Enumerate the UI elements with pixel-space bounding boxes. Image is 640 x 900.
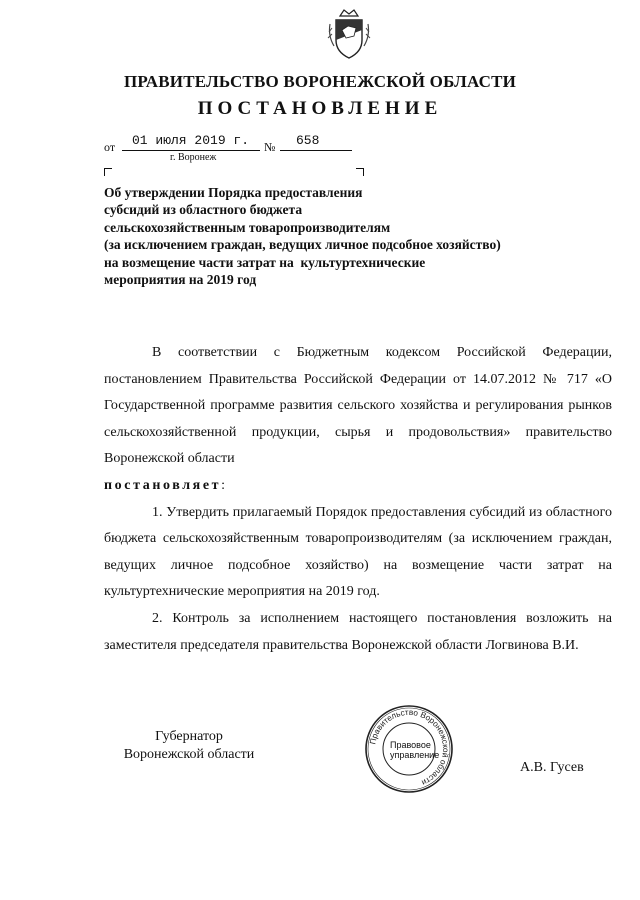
signatory-name: А.В. Гусев bbox=[520, 760, 584, 775]
document-subject: Об утверждении Порядка предоставления субсидий из областного бюджета сельскохозяйственным товаропроизводителям (за исключением граждан, ведущих личное подсобное хозяйство) на возмещение части затрат на культуртехнические мероприятия на 2019 год bbox=[104, 185, 501, 288]
signatory-title-line1: Губернатор bbox=[155, 729, 223, 744]
seal-inner-text bbox=[390, 740, 440, 760]
coat-of-arms-icon bbox=[326, 6, 372, 62]
org-name: ПРАВИТЕЛЬСТВО ВОРОНЕЖСКОЙ ОБЛАСТИ bbox=[123, 72, 517, 91]
document-date: 01 июля 2019 г. bbox=[132, 133, 250, 148]
body-intro: В соответствии с Бюджетным кодексом Российской Федерации, постановлением Правительства Российской Федерации от 14.07.2012 № 717 «О Государственной программе развития сельского хозяйства и регулирования рынков сельскохозяйственной продукции, сырья и продовольствия» правительство Воронежской области bbox=[104, 345, 612, 467]
document-city: г. Воронеж bbox=[170, 152, 217, 163]
document-number: 658 bbox=[296, 133, 320, 148]
body-item-1: 1. Утвердить прилагаемый Порядок предоставления субсидий из областного бюджета сельскохозяйственным товаропроизводителям (за исключением граждан, ведущих личное подсобное хозяйство) на возмещение части затрат на культуртехнические мероприятия на 2019 год. bbox=[104, 504, 612, 600]
signatory-title-line2: Воронежской области bbox=[123, 747, 255, 762]
from-label: от bbox=[104, 140, 116, 154]
number-underline bbox=[280, 150, 352, 151]
document-type: ПОСТАНОВЛЕНИЕ bbox=[197, 98, 443, 119]
resolves-word: постановляет bbox=[104, 477, 222, 493]
subject-corner-right bbox=[356, 168, 364, 176]
signatory-title bbox=[104, 728, 274, 764]
document-body bbox=[104, 340, 612, 659]
seal-inner-line1: Правовое bbox=[390, 740, 431, 750]
date-underline bbox=[122, 150, 260, 151]
number-label: № bbox=[264, 140, 276, 154]
seal-inner-line2: управление bbox=[390, 750, 440, 760]
body-item-2: 2. Контроль за исполнением настоящего постановления возложить на заместителя председателя правительства Воронежской области Логвинова В.И. bbox=[104, 610, 612, 653]
document-meta bbox=[104, 134, 364, 174]
seal-ring-text: Правительство Воронежской области bbox=[368, 707, 451, 788]
subject-corner-left bbox=[104, 168, 112, 176]
resolves-colon: : bbox=[221, 477, 226, 493]
body-resolves bbox=[104, 473, 612, 500]
